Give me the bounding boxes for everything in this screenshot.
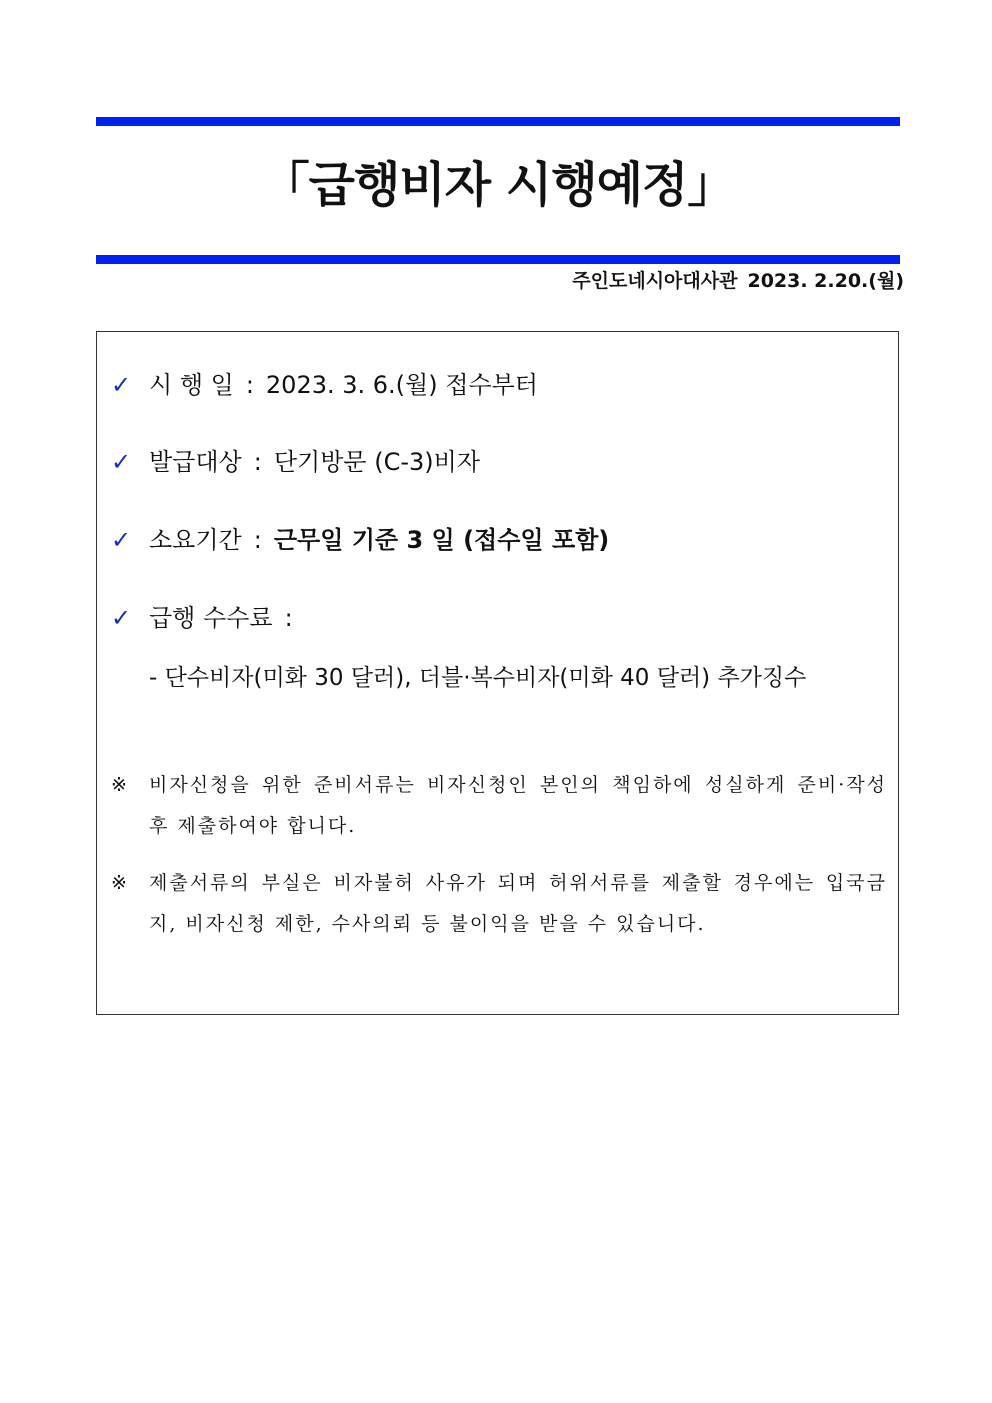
checkmark-icon: ✓ bbox=[111, 604, 132, 632]
item-separator: : bbox=[253, 448, 262, 476]
item-separator: : bbox=[245, 371, 254, 399]
note-text: 제출서류의 부실은 비자불허 사유가 되며 허위서류를 제출할 경우에는 입국금지, 비자신청 제한, 수사의뢰 등 불이익을 받을 수 있습니다. bbox=[149, 872, 887, 935]
note-documents bbox=[111, 765, 887, 847]
item-value: 2023. 3. 6.(월) 접수부터 bbox=[265, 371, 538, 399]
item-label: 소요기간 bbox=[149, 526, 242, 554]
item-duration bbox=[111, 523, 609, 557]
bottom-blue-rule bbox=[96, 255, 900, 264]
item-separator: : bbox=[284, 604, 293, 632]
note-text: 비자신청을 위한 준비서류는 비자신청인 본인의 책임하에 성실하게 준비·작성 후 제출하여야 합니다. bbox=[149, 774, 887, 837]
item-value: 근무일 기준 3 일 (접수일 포함) bbox=[273, 526, 610, 554]
notice-box bbox=[96, 331, 899, 1015]
checkmark-icon: ✓ bbox=[111, 526, 132, 554]
checkmark-icon: ✓ bbox=[111, 371, 132, 399]
item-separator: : bbox=[253, 526, 262, 554]
page-title: 「급행비자 시행예정」 bbox=[261, 157, 735, 213]
issuer-line bbox=[572, 268, 904, 294]
item-fee bbox=[111, 601, 305, 635]
item-target bbox=[111, 445, 480, 479]
top-blue-rule bbox=[96, 117, 900, 126]
item-label: 발급대상 bbox=[149, 448, 242, 476]
note-penalty bbox=[111, 863, 887, 945]
issuer-name: 주인도네시아대사관 bbox=[572, 270, 738, 292]
reference-mark-icon: ※ bbox=[111, 872, 129, 894]
reference-mark-icon: ※ bbox=[111, 774, 129, 796]
item-value: 단기방문 (C-3)비자 bbox=[273, 448, 480, 476]
item-effective-date bbox=[111, 368, 538, 402]
fee-detail: - 단수비자(미화 30 달러), 더블·복수비자(미화 40 달러) 추가징수 bbox=[149, 665, 807, 691]
item-label: 시 행 일 bbox=[149, 371, 234, 399]
issue-date: 2023. 2.20.(월) bbox=[747, 270, 904, 292]
item-label: 급행 수수료 bbox=[149, 604, 273, 632]
checkmark-icon: ✓ bbox=[111, 448, 132, 476]
